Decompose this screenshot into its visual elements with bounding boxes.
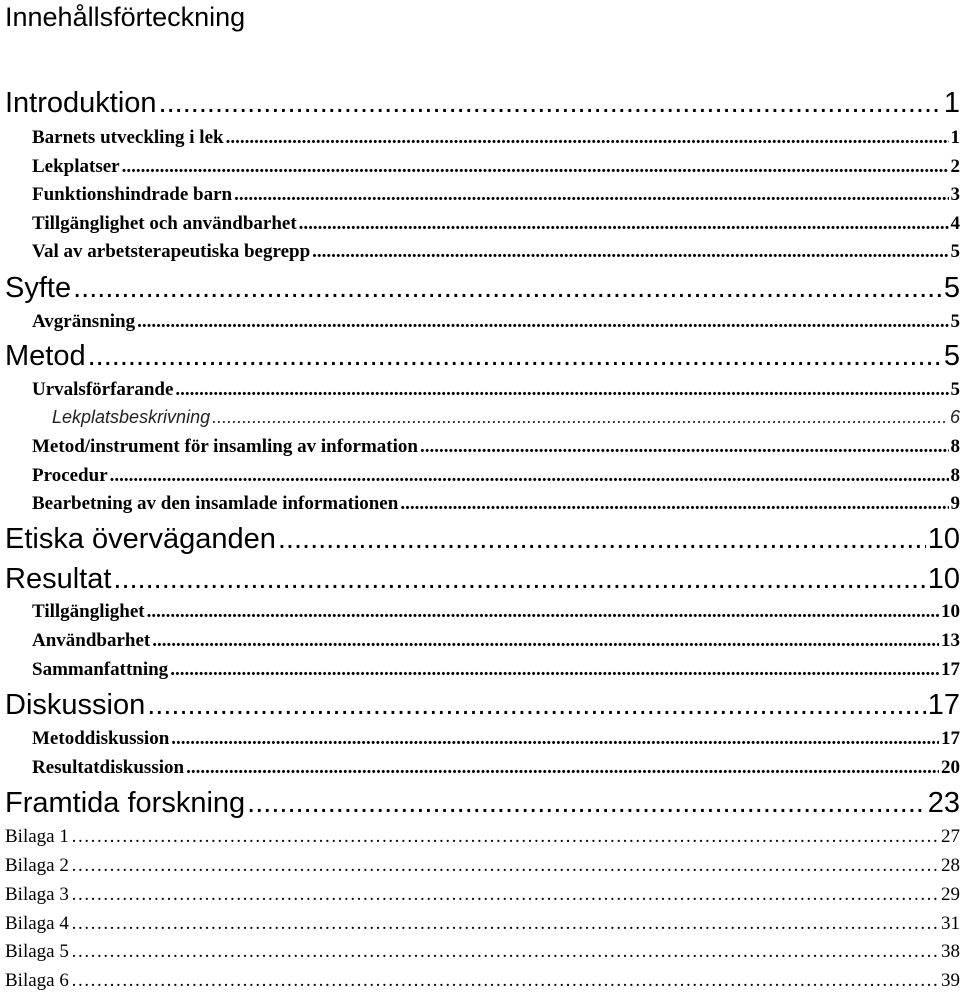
toc-entry[interactable]	[5, 688, 960, 722]
dot-leader	[212, 403, 948, 432]
toc-entry-label: Metod	[5, 340, 86, 372]
toc-entry-page: 28	[941, 855, 960, 876]
toc-entry[interactable]	[32, 724, 960, 753]
toc-entry-label: Användbarhet	[32, 630, 151, 651]
toc-entry[interactable]	[32, 461, 960, 490]
dot-leader	[420, 432, 949, 461]
toc-entry-label: Tillgänglighet	[32, 601, 145, 622]
dot-leader	[152, 626, 939, 655]
toc-entry-page: 17	[941, 728, 960, 749]
dot-leader	[170, 655, 939, 684]
toc-entry-page: 1	[943, 87, 960, 119]
toc-entry[interactable]	[5, 339, 960, 373]
dot-leader	[71, 880, 939, 909]
toc-entry-label: Lekplatser	[32, 156, 120, 177]
dot-leader	[113, 562, 925, 596]
toc-appendix-entry[interactable]	[5, 851, 960, 880]
toc-entry-label: Syfte	[5, 272, 72, 304]
toc-entry-label: Bilaga 3	[5, 884, 69, 905]
toc-entry-page: 10	[927, 563, 960, 595]
toc-entry-label: Tillgänglighet och användbarhet	[32, 213, 297, 234]
toc-entry[interactable]	[52, 403, 960, 432]
dot-leader	[137, 307, 948, 336]
dot-leader	[71, 851, 939, 880]
toc-entry-page: 5	[943, 272, 960, 304]
toc-entry-label: Bilaga 5	[5, 941, 69, 962]
toc-entry-page: 8	[950, 465, 960, 486]
dot-leader	[147, 597, 939, 626]
toc-entry-page: 5	[950, 311, 960, 332]
toc-appendix-entry[interactable]	[5, 909, 960, 938]
toc-entry[interactable]	[5, 86, 960, 120]
toc-entry-label: Procedur	[32, 465, 108, 486]
toc-entry[interactable]	[32, 432, 960, 461]
toc-entry-page: 5	[943, 340, 960, 372]
dot-leader	[71, 822, 939, 851]
toc-entry-label: Bilaga 2	[5, 855, 69, 876]
toc-entry-page: 23	[927, 787, 960, 819]
dot-leader	[122, 152, 949, 181]
toc-entry-page: 27	[941, 826, 960, 847]
toc-entry-page: 10	[941, 601, 960, 622]
toc-appendix-entry[interactable]	[5, 937, 960, 966]
dot-leader	[71, 966, 939, 995]
dot-leader	[186, 753, 939, 782]
toc-entry[interactable]	[32, 753, 960, 782]
toc-entry-page: 5	[950, 379, 960, 400]
toc-entry[interactable]	[5, 786, 960, 820]
toc-entry[interactable]	[32, 152, 960, 181]
toc-entry[interactable]	[32, 180, 960, 209]
dot-leader	[278, 522, 926, 556]
dot-leader	[247, 786, 926, 820]
toc-entry-label: Bearbetning av den insamlade informationen	[32, 493, 399, 514]
toc-entry[interactable]	[5, 271, 960, 305]
toc-entry-label: Introduktion	[5, 87, 157, 119]
toc-entry-page: 4	[950, 213, 960, 234]
toc-entry-label: Sammanfattning	[32, 659, 169, 680]
toc-entry-label: Diskussion	[5, 689, 146, 721]
toc-entry-label: Etiska överväganden	[5, 523, 276, 555]
toc-appendix-entry[interactable]	[5, 822, 960, 851]
toc-appendix-entry[interactable]	[5, 880, 960, 909]
toc-entry-page: 10	[927, 523, 960, 555]
toc-appendix-entry[interactable]	[5, 966, 960, 995]
toc-entry-label: Bilaga 1	[5, 826, 69, 847]
toc-entry-label: Barnets utveckling i lek	[32, 127, 224, 148]
dot-leader	[171, 724, 939, 753]
toc-entry[interactable]	[32, 209, 960, 238]
toc-entry-page: 13	[941, 630, 960, 651]
toc-entry-page: 17	[941, 659, 960, 680]
dot-leader	[312, 237, 948, 266]
dot-leader	[71, 937, 939, 966]
dot-leader	[175, 375, 948, 404]
toc-entry-label: Resultatdiskussion	[32, 757, 185, 778]
toc-entry-label: Resultat	[5, 563, 112, 595]
toc-entry-page: 20	[941, 757, 960, 778]
toc-entry-label: Lekplatsbeskrivning	[52, 407, 211, 427]
toc-entry-page: 31	[941, 913, 960, 934]
toc-entry-page: 8	[950, 436, 960, 457]
toc-entry-label: Avgränsning	[32, 311, 136, 332]
dot-leader	[159, 86, 942, 120]
toc-entry[interactable]	[32, 655, 960, 684]
dot-leader	[110, 461, 949, 490]
toc-entry[interactable]	[32, 237, 960, 266]
dot-leader	[73, 271, 942, 305]
dot-leader	[400, 489, 948, 518]
toc-entry[interactable]	[32, 123, 960, 152]
toc-entry-page: 17	[927, 689, 960, 721]
toc-entry-label: Bilaga 6	[5, 970, 69, 991]
toc-entry-label: Framtida forskning	[5, 787, 246, 819]
toc-entry[interactable]	[32, 597, 960, 626]
toc-entry-label: Funktionshindrade barn	[32, 184, 233, 205]
toc-entry-label: Metod/instrument för insamling av information	[32, 436, 418, 457]
toc-entry-page: 39	[941, 970, 960, 991]
toc-entry[interactable]	[32, 375, 960, 404]
dot-leader	[71, 909, 939, 938]
toc-entry-page: 6	[949, 407, 960, 427]
toc-entry-page: 9	[950, 493, 960, 514]
dot-leader	[226, 123, 949, 152]
toc-entry-page: 29	[941, 884, 960, 905]
page-title: Innehållsförteckning	[5, 2, 246, 32]
dot-leader	[234, 180, 948, 209]
toc-entry-page: 2	[950, 156, 960, 177]
toc-entry-page: 1	[950, 127, 960, 148]
toc-entry-page: 5	[950, 241, 960, 262]
toc-entry-page: 3	[950, 184, 960, 205]
toc-entry[interactable]	[5, 522, 960, 556]
toc-entry[interactable]	[32, 489, 960, 518]
toc-entry-label: Val av arbetsterapeutiska begrepp	[32, 241, 311, 262]
toc-entry[interactable]	[5, 562, 960, 596]
toc-entry[interactable]	[32, 626, 960, 655]
dot-leader	[147, 688, 926, 722]
toc-entry-label: Urvalsförfarande	[32, 379, 174, 400]
dot-leader	[299, 209, 949, 238]
toc-entry-page: 38	[941, 941, 960, 962]
toc-entry[interactable]	[32, 307, 960, 336]
dot-leader	[88, 339, 942, 373]
toc-entry-label: Bilaga 4	[5, 913, 69, 934]
toc-entry-label: Metoddiskussion	[32, 728, 170, 749]
